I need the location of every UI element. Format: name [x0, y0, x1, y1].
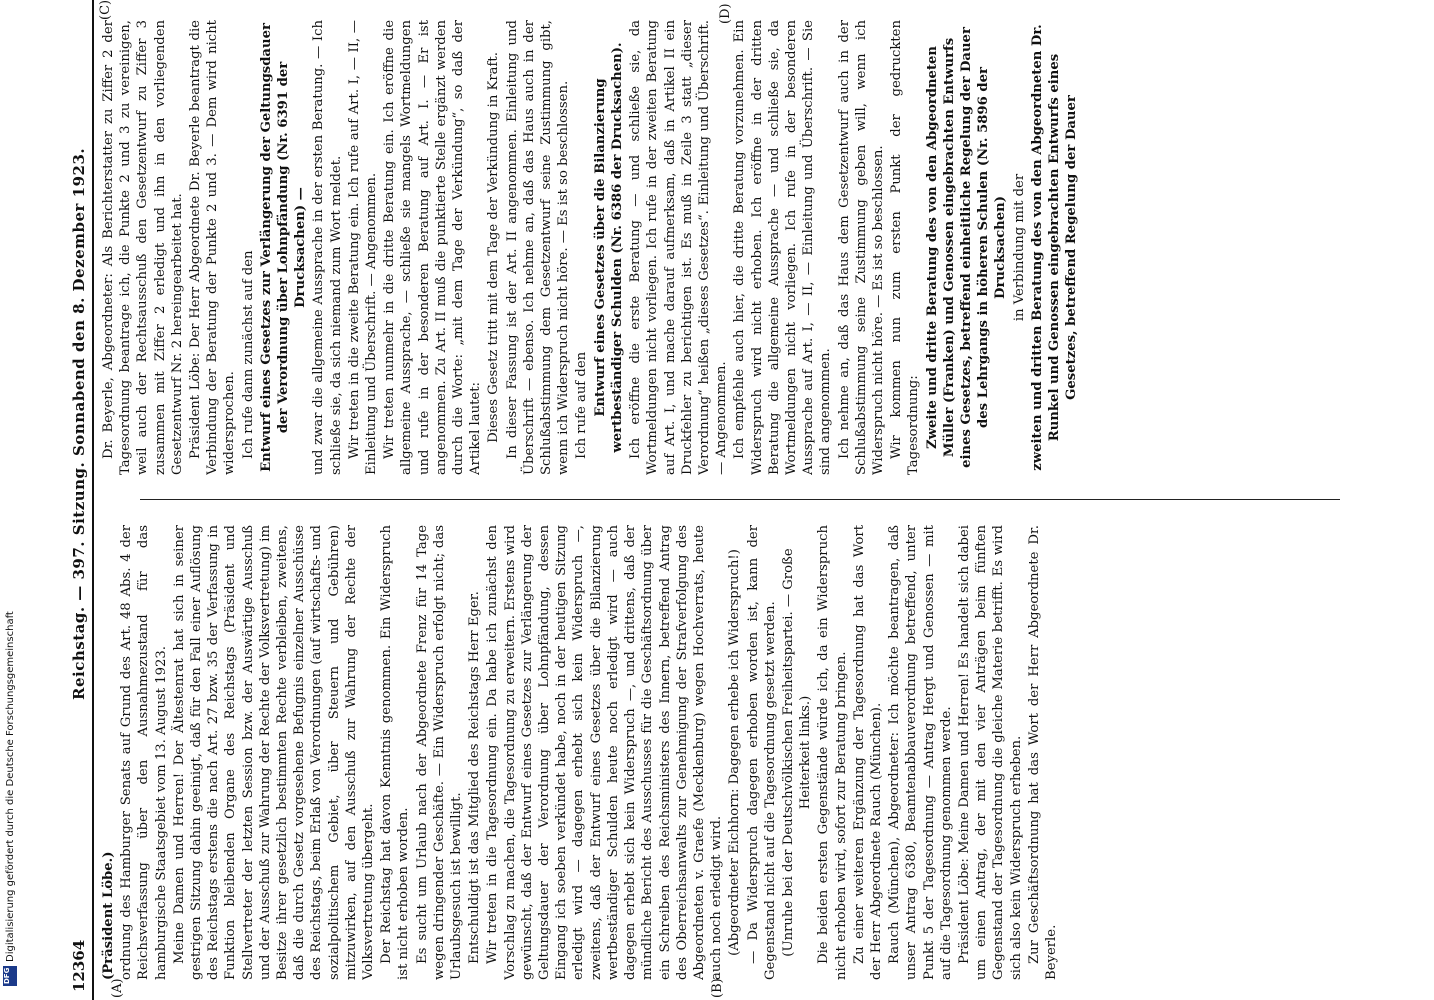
dfg-logo: DFG: [3, 966, 17, 986]
paragraph: Ich rufe auf den: [574, 351, 590, 459]
right-column: [100, 20, 1350, 475]
margin-mark-a: (A): [110, 978, 125, 998]
paragraph: Ich rufe dann zunächst auf den: [240, 250, 256, 459]
paragraph: Ich empfehle auch hier, die dritte Beratung vorzunehmen. Ein Widerspruch wird nicht erhoben. Ich eröffne in der dritten Beratung die allgemeine Aussprache — und schließe sie, da Wortmeldungen nicht vorliegen. Ich rufe in der besonderen Aussprache auf Art. I, — II, — Einleitung und Überschrift. — Sie sind angenommen.: [732, 20, 834, 475]
paragraph: Präsident Löbe: Der Herr Abgeordnete Dr. Beyerle beantragt die Verbindung der Beratung der Punkte 2 und 3. — Dem wird nicht widersprochen.: [188, 20, 238, 475]
paragraph: Wir treten nunmehr in die dritte Beratung ein. Ich eröffne die allgemeine Aussprache, — schließe sie mangels Wortmeldungen und rufe in der besonderen Beratung auf Art. I. — Er ist angenommen. Zu Art. II muß die punktierte Stelle ergänzt werden durch die Worte: „mit dem Tage der Verkündung“, so daß der Artikel lautet:: [382, 20, 484, 475]
paragraph: Entschuldigt ist das Mitglied des Reichstags Herr Eger.: [467, 591, 483, 964]
margin-mark-b: (B): [710, 978, 725, 998]
interjection: (Unruhe bei der Deutschvölkischen Freiheitspartei. — Große Heiterkeit links.): [780, 548, 814, 957]
paragraph: In dieser Fassung ist der Art. II angenommen. Einleitung und Überschrift — ebenso. Ich nehme an, daß das Haus auch in der Schlußabstimmung dem Gesetzentwurf seine Zustimmung gibt, wenn ich Widerspruch nicht höre. — Es ist so beschlossen.: [504, 20, 572, 475]
paragraph: ordnung des Hamburger Senats auf Grund des Art. 48 Abs. 4 der Reichsverfassung über den Ausnahmezustand für das hamburgische Staatsgebiet vom 13. August 1923.: [119, 525, 169, 980]
digitization-credit: [2, 0, 18, 992]
paragraph: und zwar die allgemeine Aussprache in der ersten Beratung. — Ich schließe sie, da sich niemand zum Wort meldet.: [311, 20, 344, 475]
agenda-heading: zweiten und dritten Beratung des von den Abgeordneten Dr. Runkel und Genossen eingebrachten Entwurfs eines Gesetzes, betreffend Regelung der Dauer: [1029, 24, 1080, 471]
paragraph: Zu einer weiteren Ergänzung der Tagesordnung hat das Wort der Herr Abgeordnete Rauch (München).: [851, 525, 884, 980]
left-column: [100, 525, 1350, 980]
margin-mark-c: (C): [98, 0, 113, 20]
paragraph: Der Reichstag hat davon Kenntnis genommen. Ein Widerspruch ist nicht erhoben worden.: [379, 525, 412, 980]
page-number: 12364: [70, 939, 88, 992]
paragraph: Ich eröffne die erste Beratung — und schließe sie, da Wortmeldungen nicht vorliegen. Ich rufe in der zweiten Beratung auf Art. I, und mache darauf aufmerksam, daß in Artikel II ein Druckfehler zu berichtigen ist. Es muß in Zeile 3 statt „dieser Verordnung“ heißen „dieses Gesetzes“. Einleitung und Überschrift. — Angenommen.: [628, 20, 730, 475]
credit-text: Digitalisierung gefördert durch die Deutsche Forschungsgemeinschaft: [5, 611, 16, 962]
column-divider: [140, 499, 1340, 500]
speaker-tag: (Präsident Löbe.): [101, 851, 116, 980]
paragraph: — Da Widerspruch dagegen erhoben worden ist, kann der Gegenstand nicht auf die Tagesordnung gesetzt werden.: [745, 525, 778, 980]
paragraph: Dr. Beyerle, Abgeordneter: Als Berichterstatter zu Ziffer 2 der Tagesordnung beantrage ich, die Punkte 2 und 3 zu vereinigen, weil auch der Rechtsausschuß den Gesetzentwurf zu Ziffer 3 zusammen mit Ziffer 2 erledigt und ihn in den vorliegenden Gesetzentwurf Nr. 2 hereingearbeitet hat.: [101, 20, 185, 475]
paragraph: Rauch (München), Abgeordneter: Ich möchte beantragen, daß unser Antrag 6380, Beamtenabbauverordnung betreffend, unter Punkt 5 der Tagesordnung — Antrag Hergt und Genossen — mit auf die Tagesordnung genommen werde.: [887, 525, 954, 980]
paragraph: Präsident Löbe: Meine Damen und Herren! Es handelt sich dabei um einen Antrag, der mit den vier Anträgen beim fünften Gegenstand der Tagesordnung die gleiche Materie betrifft. Es wird sich also kein Widerspruch erheben.: [956, 525, 1024, 980]
paragraph: Wir treten in die zweite Beratung ein. Ich rufe auf Art. I, — II, — Einleitung und Überschrift. — Angenommen.: [346, 20, 380, 475]
agenda-heading: Zweite und dritte Beratung des von den Abgeordneten Müller (Franken) und Genossen eingebrachten Entwurfs eines Gesetzes, betreffend einheitliche Regelung der Dauer des Lehrgangs in höheren Schulen (Nr. 5896 der Drucksachen): [924, 27, 1009, 468]
paragraph: Wir treten in die Tagesordnung ein. Da habe ich zunächst den Vorschlag zu machen, die Tagesordnung zu erweitern. Erstens wird gewünscht, daß der Entwurf eines Gesetzes zur Verlängerung der Geltungsdauer der Verordnung über Lohnpfändung, dessen Eingang ich soeben verkündet habe, noch in der heutigen Sitzung erledigt wird — dagegen erhebt sich kein Widerspruch —, zweitens, daß der Entwurf eines Gesetzes über die Bilanzierung wertbeständiger Schulden heute noch erledigt wird — auch dagegen erhebt sich kein Widerspruch —, und drittens, daß der mündliche Bericht des Ausschusses für die Geschäftsordnung über ein Schreiben des Reichsministers des Innern, betreffend Antrag des Oberreichsanwalts zur Genehmigung der Strafverfolgung des Abgeordneten v. Graefe (Mecklenburg) wegen Hochverrats, heute auch noch erledigt wird.: [485, 525, 725, 980]
paragraph: Wir kommen nun zum ersten Punkt der gedruckten Tagesordnung:: [889, 20, 922, 475]
paragraph: Meine Damen und Herren! Der Ältestenrat hat sich in seiner gestrigen Sitzung dahin geeinigt, daß für den Fall einer Auflösung des Reichstags erstens die nach Art. 27 bzw. 35 der Verfassung in Funktion bleibenden Organe des Reichstags (Präsident und Stellvertreter der letzten Session bzw. der Auswärtige Ausschuß und der Ausschuß zur Wahrung der Rechte der Volksvertretung) im Besitze ihrer gesetzlich bestimmten Rechte verbleiben, zweitens, daß die durch Gesetz vorgesehene Befugnis einzelner Ausschüsse des Reichstags, beim Erlaß von Verordnungen (auf wirtschafts- und sozialpolitischem Gebiet, über Steuern und Gebühren) mitzuwirken, auf den Ausschuß zur Wahrung der Rechte der Volksvertretung übergeht.: [171, 525, 377, 980]
paragraph: Ich nehme an, daß das Haus dem Gesetzentwurf auch in der Schlußabstimmung seine Zustimmung geben will, wenn ich Widerspruch nicht höre. — Es ist so beschlossen.: [836, 20, 886, 475]
paragraph: in Verbindung mit der: [1011, 173, 1027, 322]
paragraph: Es sucht um Urlaub nach der Abgeordnete Frenz für 14 Tage wegen dringender Geschäfte. — Ein Widerspruch erfolgt nicht; das Urlaubsgesuch ist bewilligt.: [414, 525, 465, 980]
interjection: (Abgeordneter Eichhorn: Dagegen erhebe ich Widerspruch!): [727, 549, 743, 956]
paragraph: Zur Geschäftsordnung hat das Wort der Herr Abgeordnete Dr. Beyerle.: [1026, 525, 1059, 980]
agenda-heading: Entwurf eines Gesetzes zur Verlängerung der Geltungsdauer der Verordnung über Lohnpfändung (Nr. 6391 der Drucksachen) —: [258, 23, 309, 472]
rotated-page: [70, 0, 1360, 1000]
margin-mark-d: (D): [718, 3, 733, 24]
agenda-heading: Entwurf eines Gesetzes über die Bilanzierung wertbeständiger Schulden (Nr. 6386 der Drucksachen).: [592, 42, 625, 453]
header-rule: [92, 0, 94, 1000]
page-header: [70, 0, 90, 1000]
paragraph: Die beiden ersten Gegenstände würde ich, da ein Widerspruch nicht erhoben wird, sofort zur Beratung bringen.: [816, 525, 849, 980]
quoted-article: Dieses Gesetz tritt mit dem Tage der Verkündung in Kraft.: [486, 52, 502, 443]
running-title: Reichstag. — 397. Sitzung. Sonnabend den 8. Dezember 1923.: [70, 147, 88, 700]
